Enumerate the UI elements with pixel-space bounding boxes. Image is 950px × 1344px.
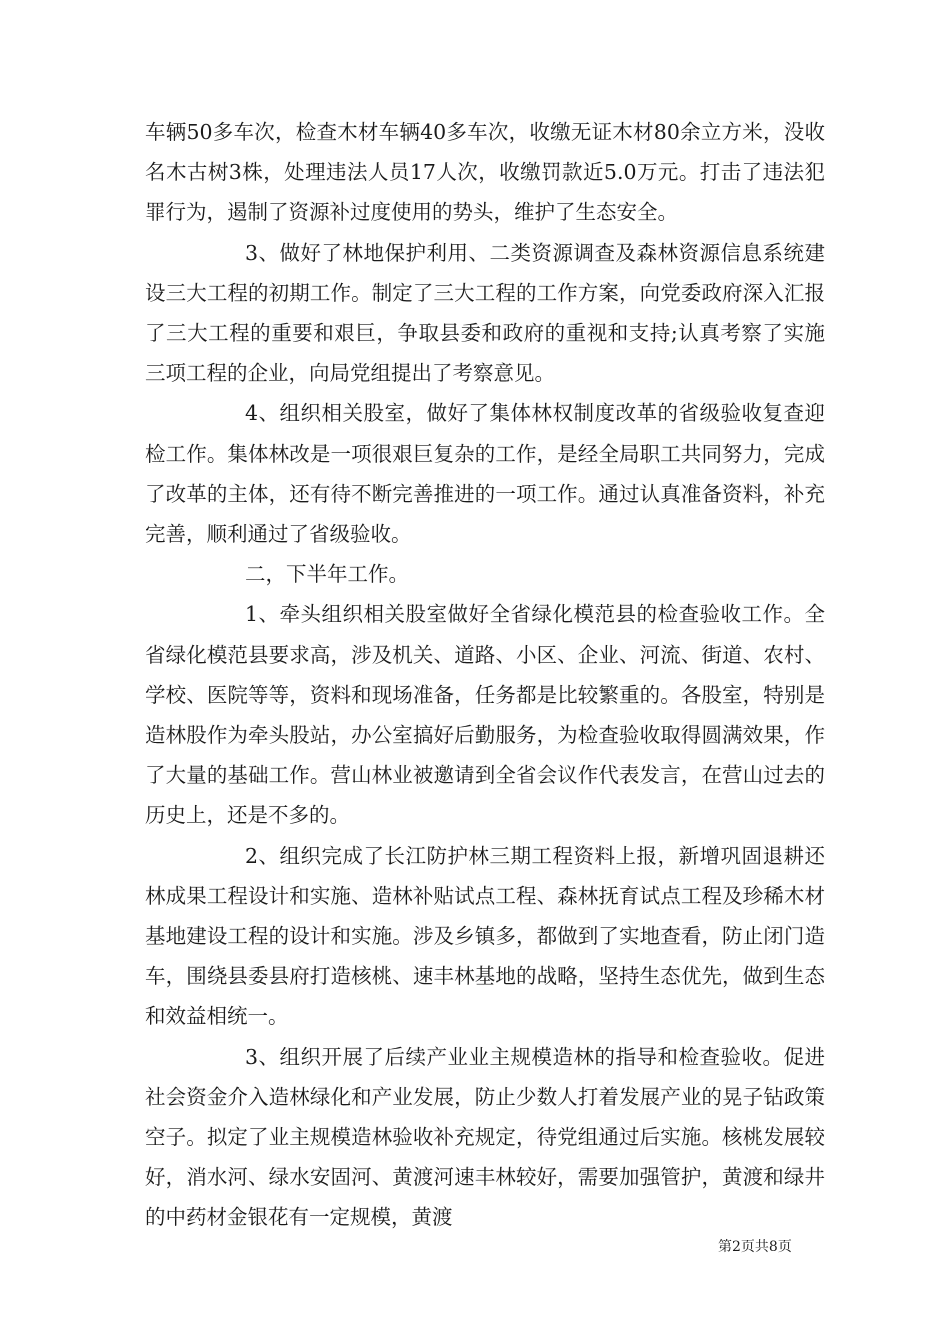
section-heading: 二，下半年工作。 xyxy=(245,562,409,587)
paragraph-1: 车辆50多车次，检查木材车辆40多车次，收缴无证木材80余立方米，没收名木古树3株，处理违法人员17人次，收缴罚款近5.0万元。打击了违法犯罪行为，遏制了资源补过度使用的势头，维护了生态安全。 xyxy=(145,120,825,225)
paragraph-2: 3、做好了林地保护利用、二类资源调查及森林资源信息系统建设三大工程的初期工作。制定了三大工程的工作方案，向党委政府深入汇报了三大工程的重要和艰巨，争取县委和政府的重视和支持;认真考察了实施三项工程的企业，向局党组提出了考察意见。 xyxy=(145,240,825,386)
paragraph-5: 1、牵头组织相关股室做好全省绿化模范县的检查验收工作。全省绿化模范县要求高，涉及机关、道路、小区、企业、河流、街道、农村、学校、医院等等，资料和现场准备，任务都是比较繁重的。各股室，特别是造林股作为牵头股站，办公室搞好后勤服务，为检查验收取得圆满效果，作了大量的基础工作。营山林业被邀请到全省会议作代表发言，在营山过去的历史上，还是不多的。 xyxy=(145,602,825,828)
paragraph-3: 4、组织相关股室，做好了集体林权制度改革的省级验收复查迎检工作。集体林改是一项很艰巨复杂的工作，是经全局职工共同努力，完成了改革的主体，还有待不断完善推进的一项工作。通过认真准备资料，补充完善，顺利通过了省级验收。 xyxy=(145,401,825,547)
paragraph-7: 3、组织开展了后续产业业主规模造林的指导和检查验收。促进社会资金介入造林绿化和产业发展，防止少数人打着发展产业的晃子钻政策空子。拟定了业主规模造林验收补充规定，待党组通过后实施。核桃发展较好，消水河、绿水安固河、黄渡河速丰林较好，需要加强管护，黄渡和绿井的中药材金银花有一定规模，黄渡 xyxy=(145,1044,825,1230)
paragraph-6: 2、组织完成了长江防护林三期工程资料上报，新增巩固退耕还林成果工程设计和实施、造林补贴试点工程、森林抚育试点工程及珍稀木材基地建设工程的设计和实施。涉及乡镇多，都做到了实地查看，防止闭门造车，围绕县委县府打造核桃、速丰林基地的战略，坚持生态优先，做到生态和效益相统一。 xyxy=(145,843,825,1029)
document-body xyxy=(145,112,825,1238)
page-number: 第2页共8页 xyxy=(718,1239,792,1255)
